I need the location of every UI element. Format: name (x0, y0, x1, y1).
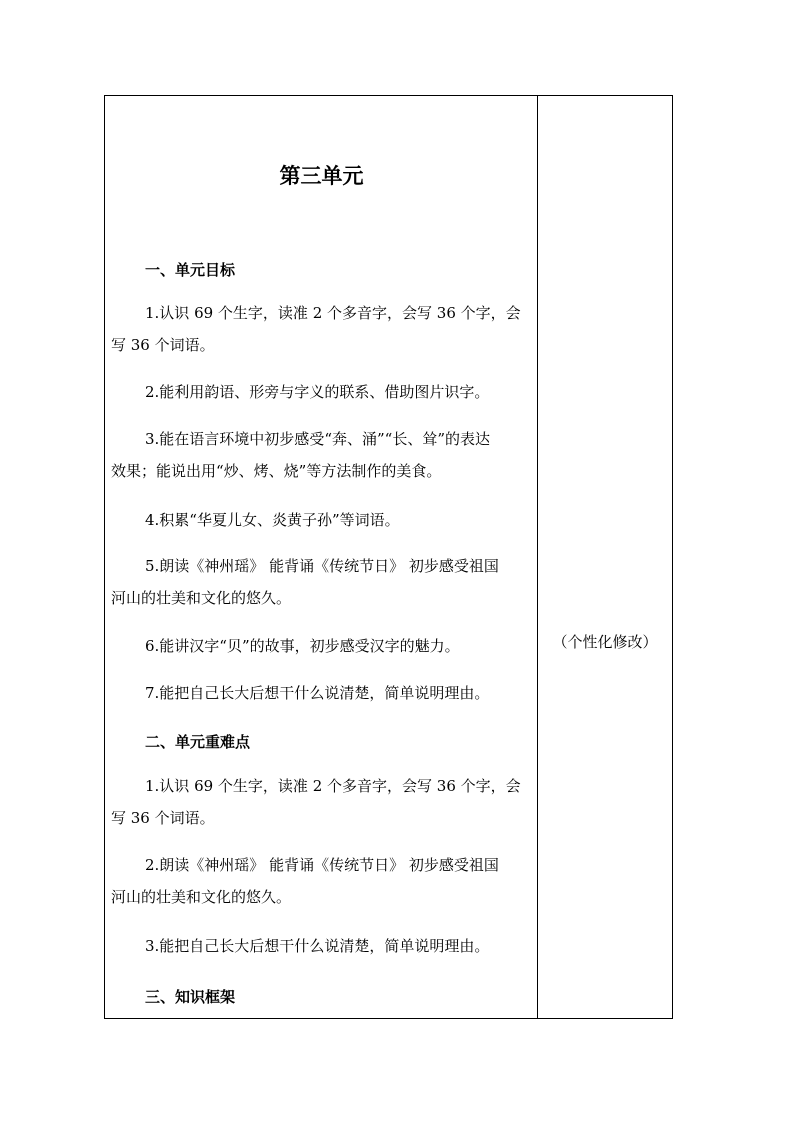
main-content-column (105, 96, 538, 1018)
key-point-item-3-line-1: 3.能把自己长大后想干什么说清楚，简单说明理由。 (145, 937, 490, 955)
goal-item-7-line-1: 7.能把自己长大后想干什么说清楚，简单说明理由。 (145, 684, 490, 702)
goal-item-7 (111, 677, 533, 709)
lesson-plan-table (104, 95, 673, 1019)
goal-item-3-line-2: 效果；能说出用“炒、烤、烧”等方法制作的美食。 (111, 462, 442, 480)
goal-item-5-line-2: 河山的壮美和文化的悠久。 (111, 589, 292, 607)
key-point-item-1-line-1: 1.认识 69 个生字，读准 2 个多音字，会写 36 个字，会 (145, 777, 521, 795)
key-point-item-1 (111, 770, 533, 834)
goal-item-1-line-1: 1.认识 69 个生字，读准 2 个多音字，会写 36 个字，会 (145, 304, 521, 322)
goal-item-4 (111, 504, 533, 536)
goal-item-3 (111, 423, 533, 487)
goal-item-1-line-2: 写 36 个词语。 (111, 336, 215, 354)
goal-item-6 (111, 630, 533, 662)
goal-item-1 (111, 297, 533, 361)
goal-item-5-line-1: 5.朗读《神州瑶》 能背诵《传统节日》 初步感受祖国 (145, 557, 499, 575)
key-point-item-3 (111, 930, 533, 962)
goal-item-2 (111, 376, 533, 408)
key-point-item-2 (111, 849, 533, 913)
goal-item-5 (111, 550, 533, 614)
goal-item-3-line-1: 3.能在语言环境中初步感受“奔、涌”“长、耸”的表达 (145, 430, 490, 448)
notes-column (538, 96, 672, 1018)
unit-title: 第三单元 (279, 163, 364, 188)
key-point-item-2-line-2: 河山的壮美和文化的悠久。 (111, 888, 292, 906)
key-point-item-1-line-2: 写 36 个词语。 (111, 809, 215, 827)
section-heading-framework: 三、知识框架 (145, 988, 236, 1006)
personalized-edit-note: （个性化修改） (552, 633, 658, 651)
section-heading-key-points: 二、单元重难点 (145, 733, 251, 751)
goal-item-2-line-1: 2.能利用韵语、形旁与字义的联系、借助图片识字。 (145, 383, 490, 401)
goal-item-4-line-1: 4.积累“华夏儿女、炎黄子孙”等词语。 (145, 511, 400, 529)
section-heading-goals: 一、单元目标 (145, 261, 236, 279)
goal-item-6-line-1: 6.能讲汉字“贝”的故事，初步感受汉字的魅力。 (145, 637, 460, 655)
key-point-item-2-line-1: 2.朗读《神州瑶》 能背诵《传统节日》 初步感受祖国 (145, 856, 499, 874)
